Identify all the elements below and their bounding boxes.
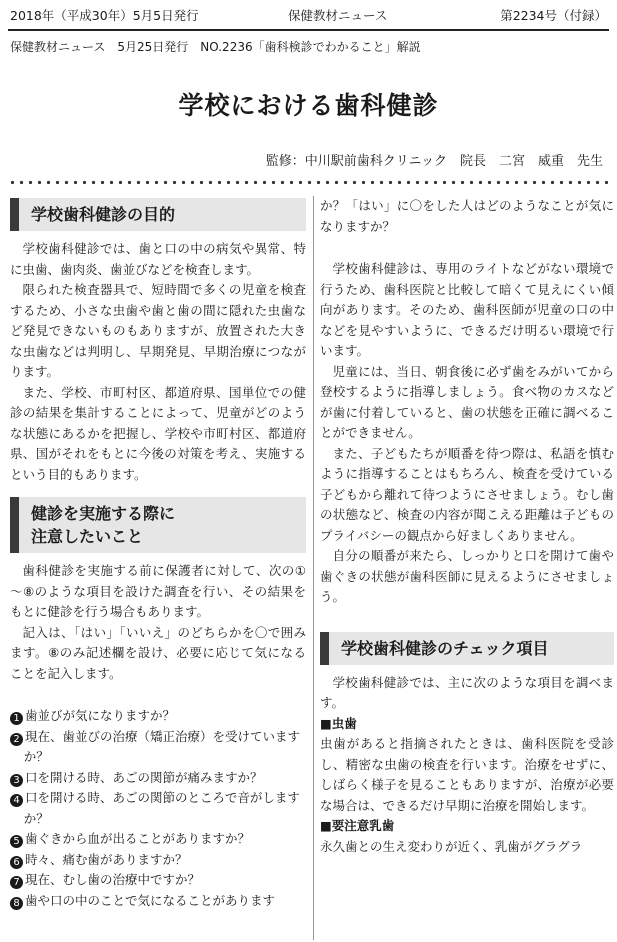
issue-number: 第2234号（付録） [500,8,607,23]
subheading-baby-teeth: ■要注意乳歯 [320,818,395,833]
right-column [320,196,614,857]
paragraph: また、学校、市町村区、都道府県、国単位での健診の結果を集計することによって、児童がどのような状態にあるかを把握し、学校や市町村区、都道府県、国がそれをもとに今後の対策を考え、実施するという目的もあります。 [10,384,306,482]
dotted-divider [8,180,609,184]
heading-line: 健診を実施する際に [31,504,176,523]
paragraph: 虫歯があると指摘されたときは、歯科医院を受診し、精密な虫歯の検査を行います。治療をせずに、しばらく様子を見ることもありますが、治療が必要な場合は、できるだけ早期に治療を開始します。 [320,736,614,813]
subtitle: 保健教材ニュース 5月25日発行 NO.2236「歯科検診でわかること」解説 [10,40,421,54]
number-badge: 8 [10,897,23,910]
header-rule [8,29,609,31]
list-item: 3 口を開ける時、あごの関節が痛みますか？ [10,768,306,789]
paragraph: 限られた検査器具で、短時間で多くの児童を検査するため、小さな虫歯や歯と歯の間に隠れた虫歯など発見できないものもありますが、放置された大きな虫歯などは判明し、早期発見、早期治療につながります。 [10,282,306,379]
paragraph: 自分の順番が来たら、しっかりと口を開けて歯や歯ぐきの状態が歯科医師に見えるようにさせましょう。 [320,548,614,604]
issue-date: 2018年（平成30年）5月5日発行 [10,8,199,23]
list-item: 5 歯ぐきから血が出ることがありますか？ [10,829,306,850]
paragraph: また、子どもたちが順番を待つ際は、私語を慎むように指導することはもちろん、検査を受けている子どもから離れて待つようにさせましょう。むし歯の状態など、検査の内容が聞こえる距離は子どものプライバシーの観点から好ましくありません。 [320,445,614,543]
number-badge: 4 [10,794,23,807]
number-badge: 5 [10,835,23,848]
section-heading-precautions [10,497,306,553]
supervisor-credit: 監修：中川駅前歯科クリニック 院長 二宮 威重 先生 [265,154,603,169]
paragraph: 学校歯科健診では、主に次のような項目を調べます。 [320,674,614,710]
number-badge: 7 [10,876,23,889]
section-heading-checkitems: 学校歯科健診のチェック項目 [320,632,614,665]
list-item: 1 歯並びが気になりますか？ [10,706,306,727]
list-item: 6 時々、痛む歯がありますか？ [10,850,306,871]
left-column [10,196,306,911]
paragraph: 歯科健診を実施する前に保護者に対して、次の①～⑧のような項目を設けた調査を行い、その結果をもとに健診を行う場合もあります。 [10,563,306,619]
paragraph: 学校歯科健診では、歯と口の中の病気や異常、特に虫歯、歯肉炎、歯並びなどを検査します。 [10,241,306,277]
publication-name: 保健教材ニュース [288,8,388,23]
column-divider [313,196,314,940]
number-badge: 1 [10,712,23,725]
list-item: 2 現在、歯並びの治療（矯正治療）を受けていますか？ [10,727,306,768]
paragraph: 記入は、「はい」「いいえ」のどちらかを〇で囲みます。⑧のみ記述欄を設け、必要に応じて気になることを記入します。 [10,624,306,681]
number-badge: 3 [10,774,23,787]
heading-line: 注意したいこと [31,527,144,546]
section-heading-purpose: 学校歯科健診の目的 [10,198,306,231]
paragraph: 児童には、当日、朝食後に必ず歯をみがいてから登校するように指導しましょう。食べ物のカスなどが歯に付着していると、歯の状態を正確に調べることができません。 [320,363,614,440]
list-item: 8 歯や口の中のことで気になることがあります [10,891,306,912]
list-item: 4 口を開ける時、あごの関節のところで音がしますか？ [10,788,306,829]
subheading-cavity: ■虫歯 [320,715,357,731]
page-header [10,6,607,26]
paragraph: 学校歯科健診は、専用のライトなどがない環境で行うため、歯科医院と比較して暗くて見えにくい傾向があります。そのため、歯科医師が児童の口の中などを見やすいように、できるだけ明るい環境で行います。 [320,261,614,358]
paragraph-continuation: か？「はい」に〇をした人はどのようなことが気になりますか？ [320,198,614,234]
questionnaire-list [10,706,306,911]
number-badge: 6 [10,856,23,869]
number-badge: 2 [10,733,23,746]
paragraph: 永久歯との生え変わりが近く、乳歯がグラグラ [320,838,583,854]
page-title: 学校における歯科健診 [178,91,439,120]
list-item: 7 現在、むし歯の治療中ですか？ [10,870,306,891]
